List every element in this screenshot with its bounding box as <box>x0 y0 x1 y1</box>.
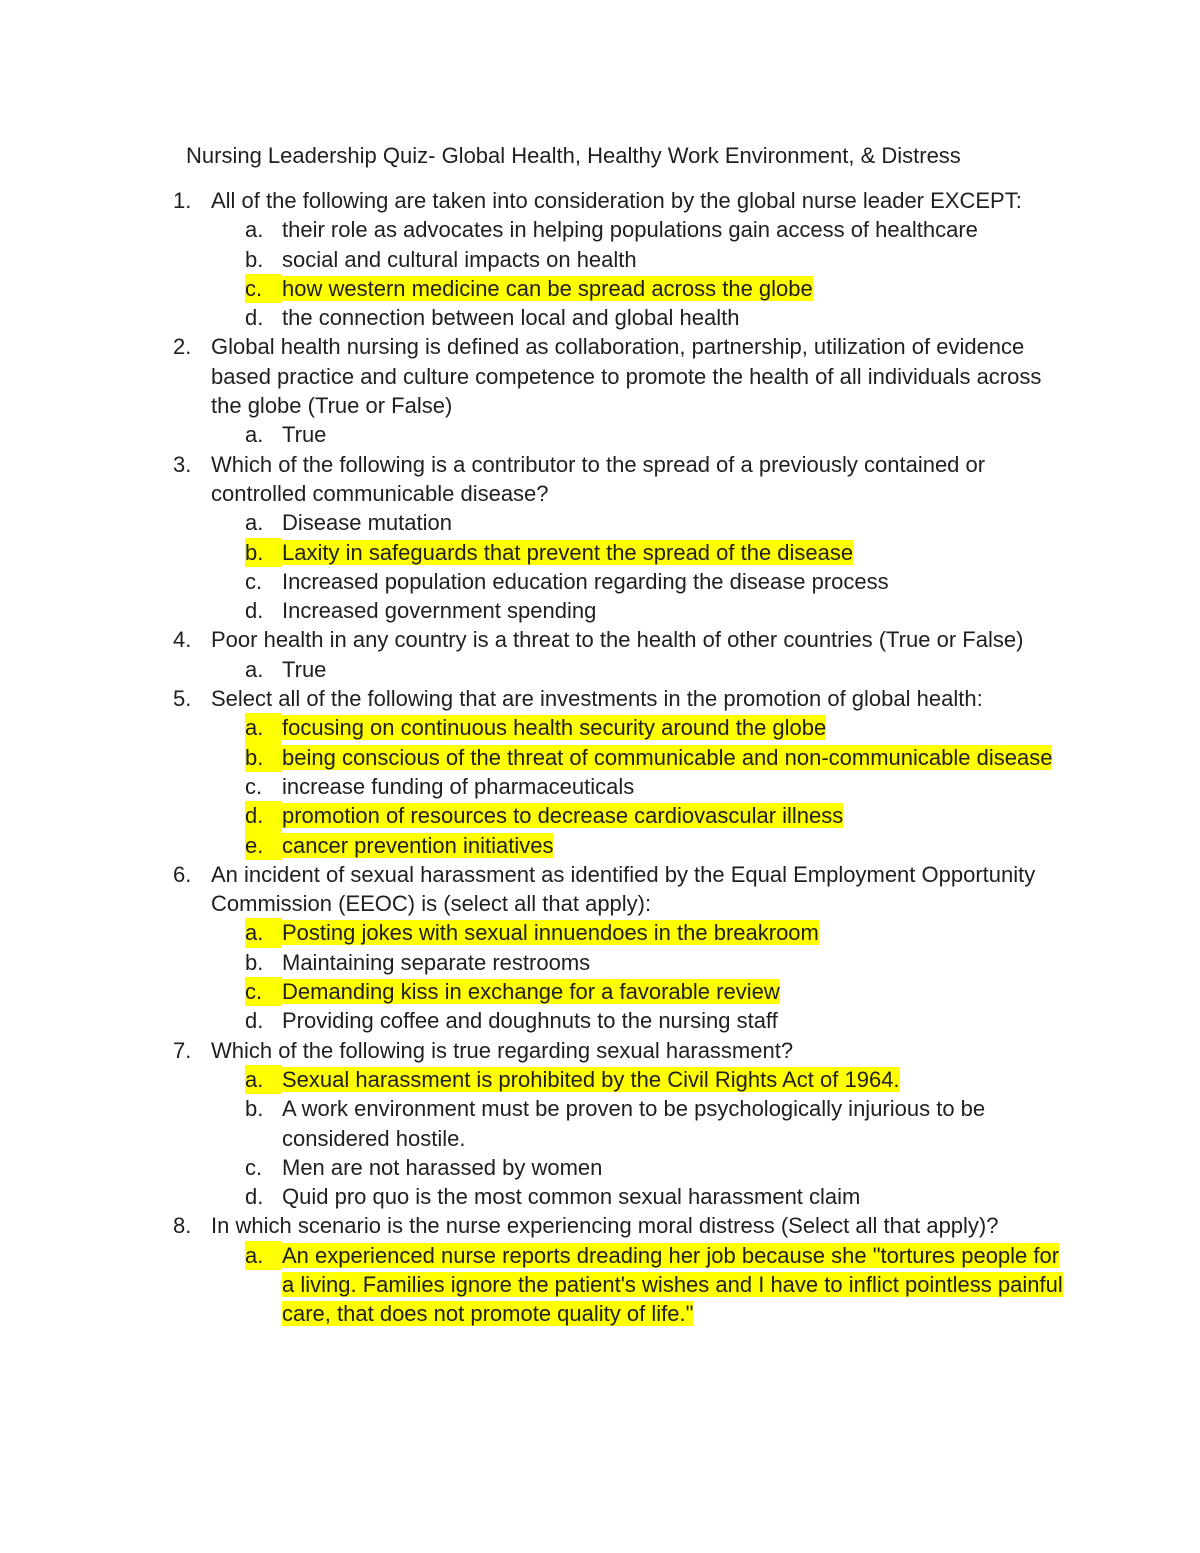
option-text: promotion of resources to decrease cardiovascular illness <box>282 803 844 829</box>
option-text: Providing coffee and doughnuts to the nursing staff <box>282 1008 778 1034</box>
answer-option <box>245 1182 1072 1211</box>
option-letter: b. <box>245 538 282 567</box>
option-text: Laxity in safeguards that prevent the spread of the disease <box>282 539 854 565</box>
question-number: 5. <box>173 686 192 712</box>
option-text: their role as advocates in helping populations gain access of healthcare <box>282 217 978 243</box>
answer-option-highlighted <box>245 831 1072 860</box>
answer-options <box>211 215 1051 332</box>
option-text: Quid pro quo is the most common sexual harassment claim <box>282 1184 861 1210</box>
question-number: 6. <box>173 861 192 887</box>
option-letter: d. <box>245 1008 264 1034</box>
question-text: Select all of the following that are investments in the promotion of global health: <box>211 686 983 712</box>
option-text: True <box>282 656 327 682</box>
question-text: All of the following are taken into consideration by the global nurse leader EXCEPT: <box>211 188 1022 213</box>
option-letter: a. <box>245 422 264 448</box>
question-text: Which of the following is true regarding sexual harassment? <box>211 1037 794 1063</box>
option-letter: c. <box>245 977 282 1006</box>
answer-option <box>245 655 1072 684</box>
question-item <box>0 860 1051 1036</box>
answer-option-highlighted <box>245 801 1072 830</box>
answer-option <box>245 245 1072 274</box>
option-letter: c. <box>245 773 263 799</box>
option-letter: e. <box>245 831 282 860</box>
answer-options <box>211 508 1051 625</box>
question-item <box>0 186 1051 332</box>
question-number: 8. <box>173 1213 192 1239</box>
question-number: 3. <box>173 451 192 477</box>
option-letter: b. <box>245 1096 264 1122</box>
answer-option-highlighted <box>245 977 1072 1006</box>
option-letter: d. <box>245 598 264 624</box>
option-letter: b. <box>245 949 264 975</box>
option-text: Demanding kiss in exchange for a favorable review <box>282 979 780 1005</box>
option-text: Sexual harassment is prohibited by the Civil Rights Act of 1964. <box>282 1066 900 1092</box>
option-text: A work environment must be proven to be psychologically injurious to be considered hostile. <box>282 1096 986 1151</box>
question-item <box>0 1211 1063 1328</box>
option-letter: a. <box>245 918 282 947</box>
question-number: 4. <box>173 627 192 653</box>
answer-options <box>211 1065 1051 1211</box>
answer-option <box>245 948 1072 977</box>
answer-option <box>245 596 1072 625</box>
answer-options <box>211 420 1051 449</box>
answer-option <box>245 508 1072 537</box>
question-text: Global health nursing is defined as collaboration, partnership, utilization of evidence based practice and culture competence to promote the health of all individuals across the globe (True or False) <box>211 334 1042 419</box>
option-letter: a. <box>245 656 264 682</box>
option-letter: c. <box>245 568 263 594</box>
option-letter: d. <box>245 801 282 830</box>
answer-option <box>245 420 1072 449</box>
option-text: Increased government spending <box>282 598 597 624</box>
question-text: Poor health in any country is a threat to the health of other countries (True or False) <box>211 627 1024 653</box>
answer-option-highlighted <box>245 713 1072 742</box>
option-text: An experienced nurse reports dreading her job because she "tortures people for a living. Families ignore the patient's wishes and I have to inflict pointless painful care, that does not promote quality of life." <box>282 1242 1063 1327</box>
question-number: 7. <box>173 1037 192 1063</box>
option-text: Disease mutation <box>282 510 452 536</box>
question-item <box>0 450 1051 626</box>
option-text: being conscious of the threat of communicable and non-communicable disease <box>282 744 1053 770</box>
answer-option-highlighted <box>245 918 1072 947</box>
question-text: An incident of sexual harassment as identified by the Equal Employment Opportunity Commission (EEOC) is (select all that apply): <box>211 861 1036 917</box>
question-item <box>0 332 1051 449</box>
answer-options <box>211 713 1051 859</box>
answer-option-highlighted <box>245 1065 1072 1094</box>
option-text: Maintaining separate restrooms <box>282 949 591 975</box>
question-number: 1. <box>173 188 192 213</box>
answer-options <box>211 655 1051 684</box>
option-letter: d. <box>245 1184 264 1210</box>
answer-option <box>245 1153 1072 1182</box>
question-text: In which scenario is the nurse experiencing moral distress (Select all that apply)? <box>211 1213 999 1239</box>
option-letter: a. <box>245 1241 282 1270</box>
question-item <box>0 1036 1051 1212</box>
answer-options <box>211 918 1051 1035</box>
option-text: increase funding of pharmaceuticals <box>282 773 635 799</box>
answer-option-highlighted <box>245 274 1072 303</box>
option-text: Increased population education regarding the disease process <box>282 568 889 594</box>
option-text: the connection between local and global health <box>282 305 740 331</box>
answer-option <box>245 215 1072 244</box>
answer-option <box>245 772 1072 801</box>
question-number: 2. <box>173 334 192 360</box>
answer-option <box>245 567 1072 596</box>
option-letter: c. <box>245 1154 263 1180</box>
option-text: how western medicine can be spread across the globe <box>282 275 813 301</box>
option-letter: b. <box>245 743 282 772</box>
answer-option-highlighted <box>245 1241 1072 1329</box>
option-letter: d. <box>245 305 264 331</box>
option-letter: a. <box>245 713 282 742</box>
option-letter: a. <box>245 217 264 243</box>
question-text: Which of the following is a contributor to the spread of a previously contained or controlled communicable disease? <box>211 451 986 506</box>
option-text: True <box>282 422 327 448</box>
option-letter: c. <box>245 274 282 303</box>
answer-option <box>245 303 1072 332</box>
answer-option <box>245 1006 1072 1035</box>
option-text: social and cultural impacts on health <box>282 246 637 272</box>
question-item <box>0 684 1051 860</box>
answer-option-highlighted <box>245 538 1072 567</box>
option-text: cancer prevention initiatives <box>282 832 554 858</box>
answer-option <box>245 1094 1072 1153</box>
option-letter: a. <box>245 510 264 536</box>
answer-option-highlighted <box>245 743 1072 772</box>
option-letter: b. <box>245 246 264 272</box>
document-title: Nursing Leadership Quiz- Global Health, Healthy Work Environment, & Distress <box>186 143 961 168</box>
question-item <box>0 625 1051 684</box>
option-letter: a. <box>245 1065 282 1094</box>
option-text: Posting jokes with sexual innuendoes in the breakroom <box>282 920 819 946</box>
answer-options <box>211 1241 1063 1329</box>
question-list <box>0 186 1200 1329</box>
option-text: focusing on continuous health security around the globe <box>282 715 827 741</box>
option-text: Men are not harassed by women <box>282 1154 603 1180</box>
